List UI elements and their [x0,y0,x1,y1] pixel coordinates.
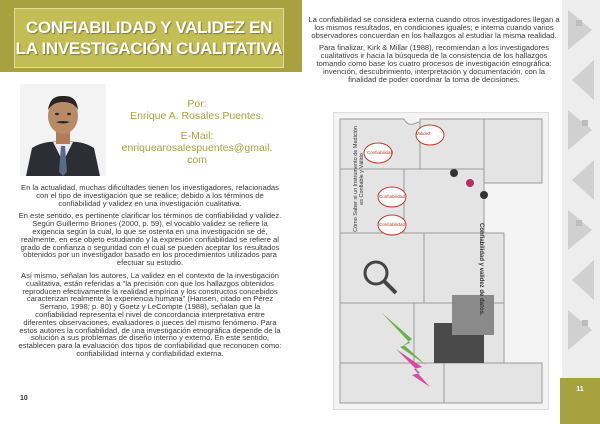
left-paragraph: En la actualidad, muchas dificultades tienen los investigadores, relacionadas con el tipo de investigación que se realice; debido a los términos de confiabilidad y validez en una investigación cualitativa. [21,183,279,208]
page-number-right: 11 [576,386,584,393]
bubble-label-mid: Confiabilidad [367,150,394,155]
author-name: Enrique A. Rosales Puentes. [130,110,264,122]
page-number-right-box [560,378,600,424]
bubble-label-top: Validez [416,131,431,136]
image-label-right: Confiabilidad y validez de datos. [478,223,484,316]
left-body-text [18,184,282,363]
left-paragraph: En este sentido, es pertinente clarificar los términos de confiabilidad y validez. Según Guillermo Briones (2000, p. 59), el vocablo validez se refiere la exigencia según la cual, lo que se ostenta en una investigación se dé, realmente, en ese objeto estudiando y la expresión confiabilidad se refiere al grado de confianza o seguridad con el cual se pueden aceptar los resultados obtenidos por un investigador basado en los procedimientos utilizados para efectuar su estudio. [18,211,282,268]
title-band [0,0,302,72]
decorative-column [562,0,600,424]
author-email-line2[interactable]: com [187,154,207,166]
right-paragraph: Para finalizar, Kirk & Millar (1988), recomiendan a los investigadores cualitativos ir hacia la búsqueda de la consistencia de los hallazgos tomando como base los cuatro procesos de investigación etnográfica: invención, descubrimiento, interpretación y documentación, con la finalidad de poder coordinar la toma de decisiones. [316,43,552,84]
puzzle-illustration [333,112,549,410]
author-email-line1[interactable]: enriquearosalespuentes@gmail. [121,142,273,154]
title-box [14,8,284,68]
page-number-left: 10 [20,395,28,402]
image-label-left: Cómo Saber si un Instrumento de Medición es Confiable y Válido [353,126,365,232]
left-paragraph: Así mismo, señalan los autores, La validez en el contexto de la investigación cualitativa, están referidas a "la precisión con que los hallazgos obtenidos reproducen efectivamente la realidad empírica y los constructos concebidos caracterizan realmente la experiencia humana" (Hansen, citado en Pérez Serrano, 1998; p. 80) y Goetz y LeCompte (1988), señalan que la confiabilidad representa el nivel de concordancia interpretativa entre diferentes observaciones, evaluadores o jueces del mismo fenómeno. Para estos autores la confiabilidad, de una investigación etnográfica depende de la solución a sus problemas de diseño interno y externo. En este sentido, establecen para la evaluación dos tipos de confiabilidad que reconocen como: confiabilidad interna y confiabilidad externa. [18,270,282,358]
author-por-label: Por: [187,98,207,110]
author-block [104,98,290,166]
bubble-label-low: Confiabilidad [379,194,406,199]
right-body-text [308,16,560,88]
right-paragraph: La confiabilidad se considera externa cuando otros investigadores llegan a los mismos resultados, en condiciones iguales; e interna cuando varios observadores concuerdan en los hallazgos al estudiar la misma realidad. [308,15,560,40]
bubble-label-right: Confiabilidad [379,222,406,227]
author-email-label: E-Mail: [180,130,214,142]
author-photo [20,84,106,176]
article-title: CONFIABILIDAD Y VALIDEZ EN LA INVESTIGACIÓN CUALITATIVA [15,18,283,58]
